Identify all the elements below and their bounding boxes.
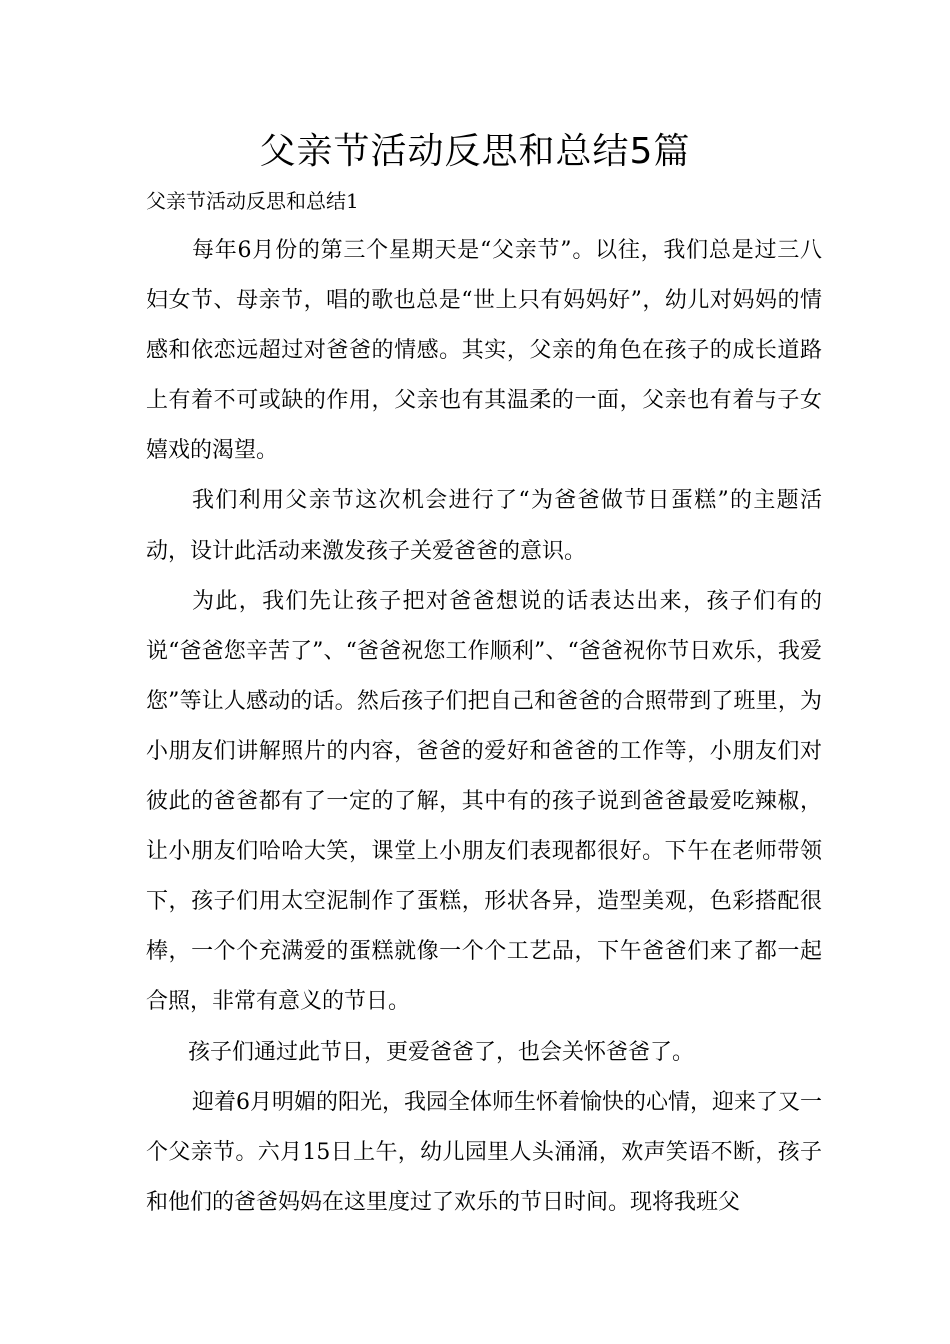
paragraph-2: 我们利用父亲节这次机会进行了“为爸爸做节日蛋糕”的主题活动，设计此活动来激发孩子关爱爸爸的意识。 [146,488,822,564]
paragraph-5: 迎着6月明媚的阳光，我园全体师生怀着愉快的心情，迎来了又一个父亲节。六月15日上午，幼儿园里人头涌涌，欢声笑语不断，孩子和他们的爸爸妈妈在这里度过了欢乐的节日时间。现将我班父 [146,1089,822,1215]
paragraph-3: 为此，我们先让孩子把对爸爸想说的话表达出来，孩子们有的说“爸爸您辛苦了”、“爸爸祝您工作顺利”、“爸爸祝你节日欢乐，我爱您”等让人感动的话。然后孩子们把自己和爸爸的合照带到了班里，为小朋友们讲解照片的内容，爸爸的爱好和爸爸的工作等，小朋友们对彼此的爸爸都有了一定的了解，其中有的孩子说到爸爸最爱吃辣椒，让小朋友们哈哈大笑，课堂上小朋友们表现都很好。下午在老师带领下，孩子们用太空泥制作了蛋糕，形状各异，造型美观，色彩搭配很棒，一个个充满爱的蛋糕就像一个个工艺品，下午爸爸们来了都一起合照，非常有意义的节日。 [146,588,822,1015]
section-heading: 父亲节活动反思和总结1 [146,189,359,213]
paragraph-4: 孩子们通过此节日，更爱爸爸了，也会关怀爸爸了。 [188,1039,695,1065]
paragraph-1: 每年6月份的第三个星期天是“父亲节”。以往，我们总是过三八妇女节、母亲节，唱的歌也总是“世上只有妈妈好”，幼儿对妈妈的情感和依恋远超过对爸爸的情感。其实，父亲的角色在孩子的成长道路上有着不可或缺的作用，父亲也有其温柔的一面，父亲也有着与子女嬉戏的渴望。 [146,238,822,464]
document-body [146,226,822,1228]
document-title: 父亲节活动反思和总结5篇 [259,131,691,172]
